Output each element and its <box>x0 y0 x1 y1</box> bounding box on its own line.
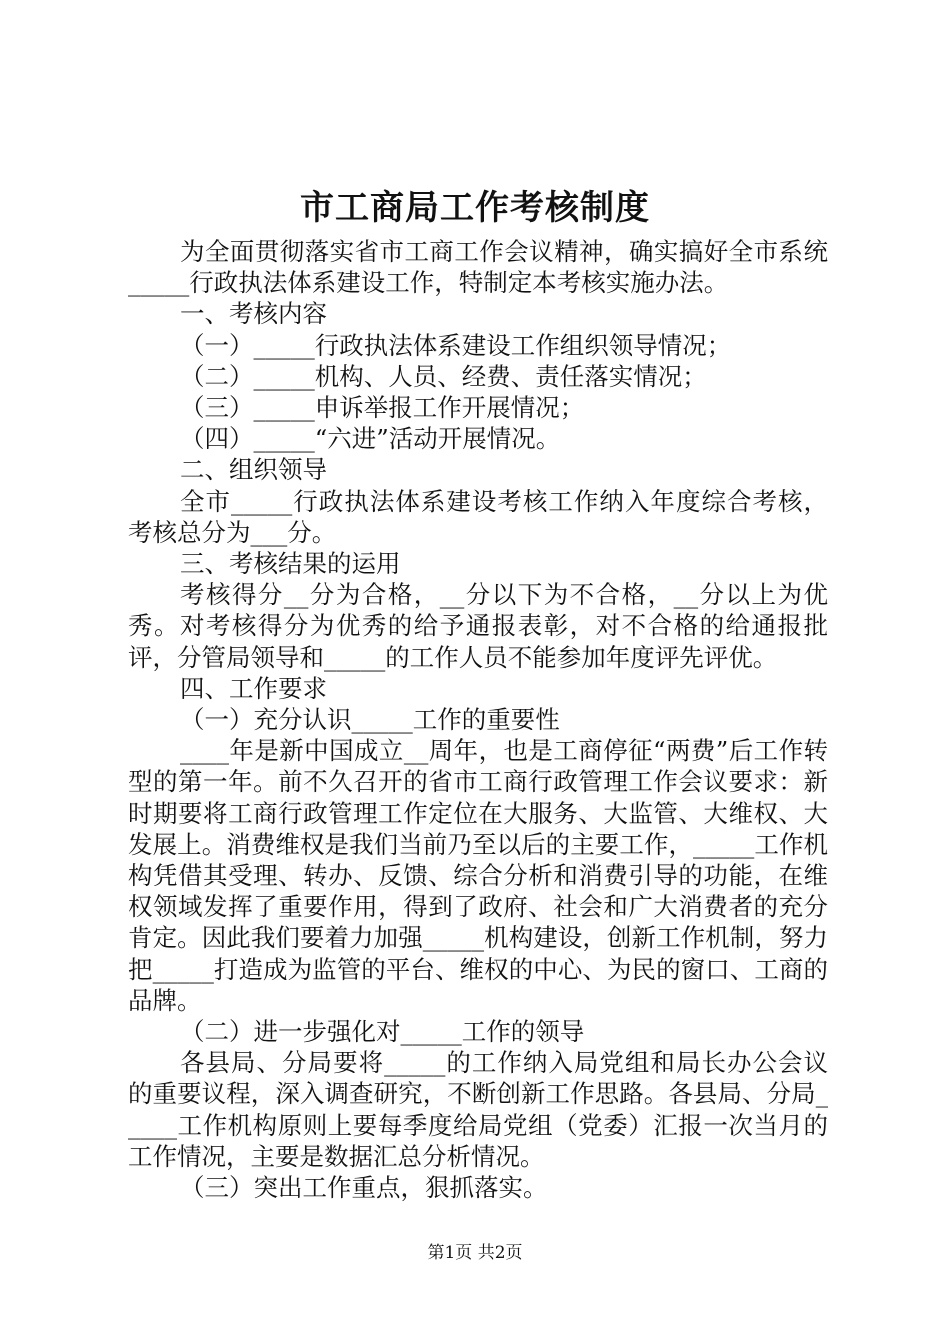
list-item: （三）_____申诉举报工作开展情况； <box>180 393 585 423</box>
list-item: （四）_____“六进”活动开展情况。 <box>180 424 561 454</box>
section-heading-requirements: 四、工作要求 <box>180 673 327 703</box>
document-body <box>128 236 828 1203</box>
document-title: 市工商局工作考核制度 <box>300 188 650 228</box>
section-heading-assessment-content: 一、考核内容 <box>180 299 327 329</box>
subsection-heading: （二）进一步强化对_____工作的领导 <box>180 1017 585 1047</box>
body-paragraph: ____年是新中国成立__周年，也是工商停征“两费”后工作转型的第一年。前不久召开的省市工商行政管理工作会议要求：新时期要将工商行政管理工作定位在大服务、大监管、大维权、大发展上。消费维权是我们当前乃至以后的主要工作，_____工作机构凭借其受理、转办、反馈、综合分析和消费引导的功能，在维权领域发挥了重要作用，得到了政府、社会和广大消费者的充分肯定。因此我们要着力加强_____机构建设，创新工作机制，努力把_____打造成为监管的平台、维权的中心、为民的窗口、工商的品牌。 <box>128 736 828 1015</box>
body-paragraph: 全市_____行政执法体系建设考核工作纳入年度综合考核，考核总分为___分。 <box>128 486 828 547</box>
list-item: （一）_____行政执法体系建设工作组织领导情况； <box>180 330 732 360</box>
section-heading-results: 三、考核结果的运用 <box>180 549 401 579</box>
subsection-heading: （三）突出工作重点，狠抓落实。 <box>180 1173 548 1203</box>
list-item: （二）_____机构、人员、经费、责任落实情况； <box>180 361 707 391</box>
subsection-heading: （一）充分认识_____工作的重要性 <box>180 705 560 735</box>
page-footer: 第1页 共2页 <box>427 1243 523 1263</box>
intro-paragraph: 为全面贯彻落实省市工商工作会议精神，确实搞好全市系统_____行政执法体系建设工作，特制定本考核实施办法。 <box>128 237 828 298</box>
section-heading-organization: 二、组织领导 <box>180 455 327 485</box>
body-paragraph: 各县局、分局要将_____的工作纳入局党组和局长办公会议的重要议程，深入调查研究，不断创新工作思路。各县局、分局_____工作机构原则上要每季度给局党组（党委）汇报一次当月的工作情况，主要是数据汇总分析情况。 <box>128 1048 828 1171</box>
body-paragraph: 考核得分__分为合格，__分以下为不合格，__分以上为优秀。对考核得分为优秀的给予通报表彰，对不合格的给通报批评，分管局领导和_____的工作人员不能参加年度评先评优。 <box>128 580 828 672</box>
